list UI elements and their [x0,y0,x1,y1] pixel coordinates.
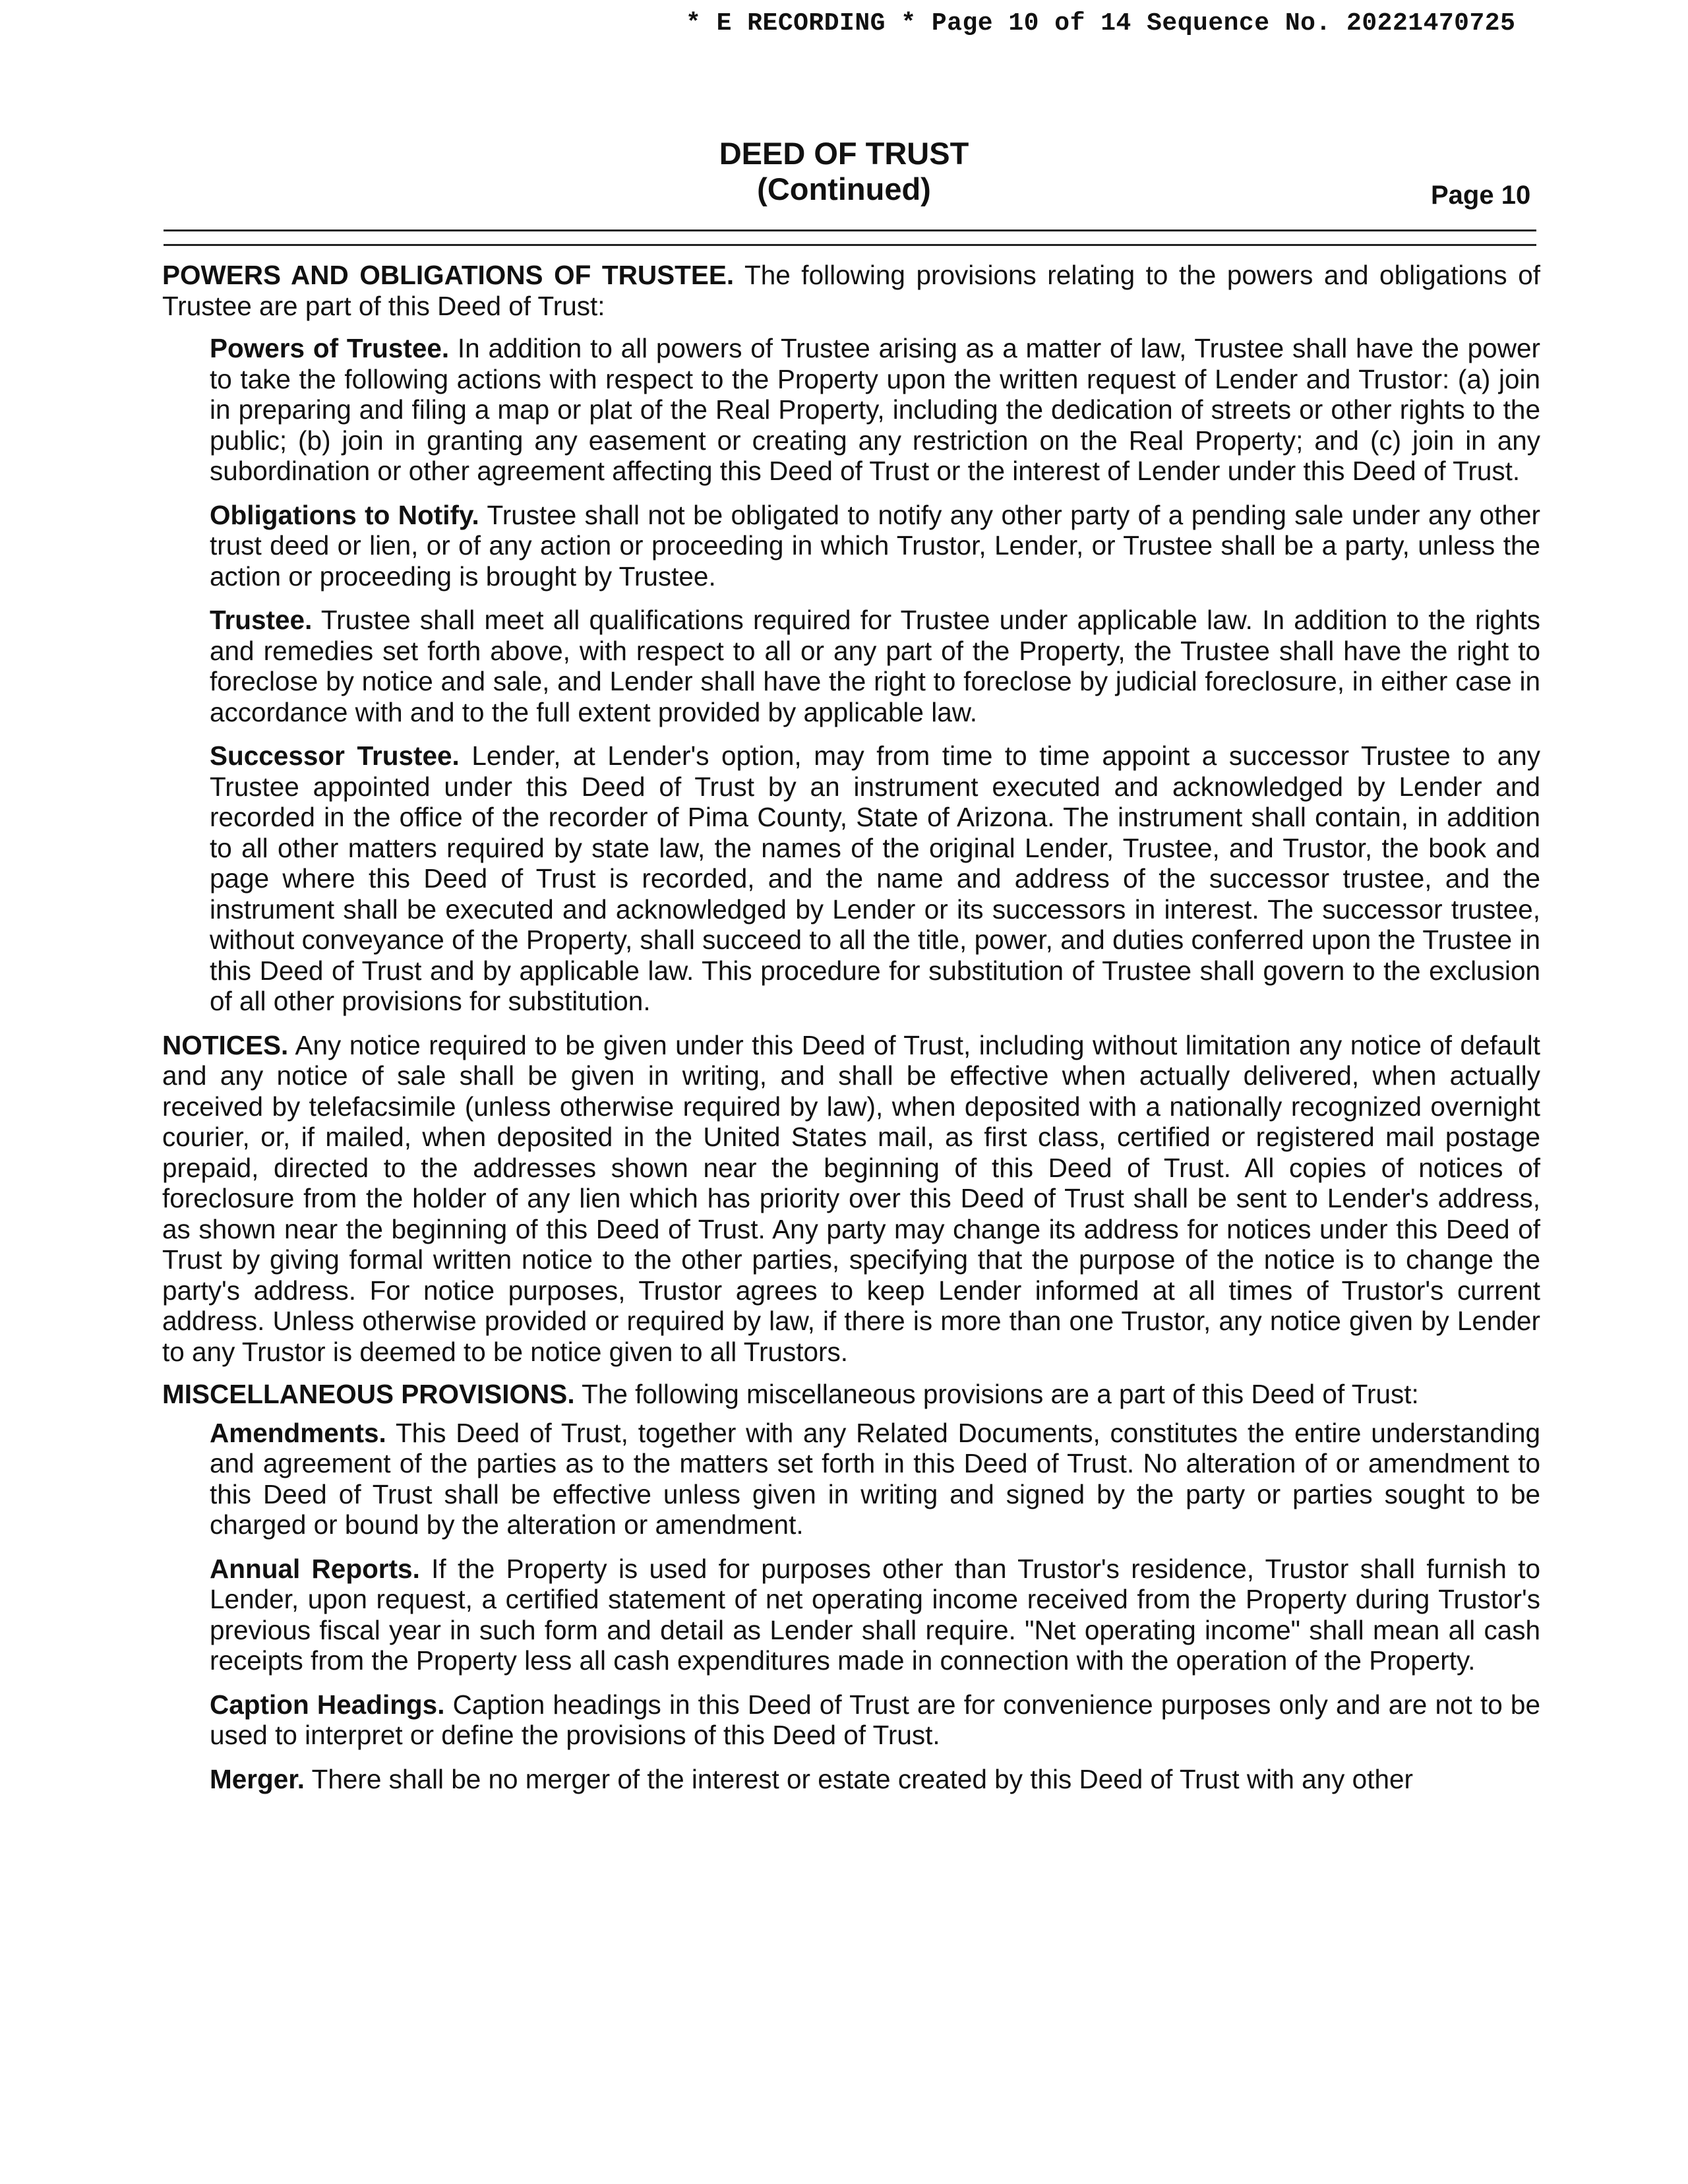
header-rule-bottom [164,244,1536,246]
header-rule-top [164,229,1536,231]
section-text: Any notice required to be given under this Deed of Trust, including without limitation any notice of default and any notice of sale shall be given in writing, and shall be effective when actually delivered, when actually received by telefacsimile (unless otherwise required by law), when deposited with a nationally recognized overnight courier, or, if mailed, when deposited in the United States mail, as first class, certified or registered mail postage prepaid, directed to the addresses shown near the beginning of this Deed of Trust. All copies of notices of foreclosure from the holder of any lien which has priority over this Deed of Trust shall be sent to Lender's address, as shown near the beginning of this Deed of Trust. Any party may change its address for notices under this Deed of Trust by giving formal written notice to the other parties, specifying that the purpose of the notice is to change the party's address. For notice purposes, Trustor agrees to keep Lender informed at all times of Trustor's current address. Unless otherwise provided or required by law, if there is more than one Trustor, any notice given by Lender to any Trustor is deemed to be notice given to all Trustors. [162,1029,1540,1367]
clause-merger [210,1764,1540,1795]
clause-title: Trustee. [210,605,313,635]
document-subtitle: (Continued) [757,171,931,206]
clause-successor-trustee [210,741,1540,1017]
clause-title: Merger. [210,1763,305,1794]
clause-text: Trustee shall meet all qualifications required for Trustee under applicable law. In addition to the rights and remedies set forth above, with respect to all or any part of the Property, the Trustee shall have the right to foreclose by notice and sale, and Lender shall have the right to foreclose by judicial foreclosure, in either case in accordance with and to the full extent provided by applicable law. [210,605,1540,727]
clause-caption-headings [210,1689,1540,1751]
clause-text: In addition to all powers of Trustee arising as a matter of law, Trustee shall have the power to take the following actions with respect to the Property upon the written request of Lender and Trustor: (a) join in preparing and filing a map or plat of the Real Property, including the dedication of streets or other rights to the public; (b) join in granting any easement or creating any restriction on the Real Property; and (c) join in any subordination or other agreement affecting this Deed of Trust or the interest of Lender under this Deed of Trust. [210,333,1540,486]
section-text: The following miscellaneous provisions are a part of this Deed of Trust: [582,1379,1419,1409]
section-text: The following provisions relating to the powers and obligations of Trustee are part of this Deed of Trust: [162,260,1540,321]
clause-trustee [210,605,1540,727]
page-number: Page 10 [1431,181,1531,210]
section-title: NOTICES. [162,1029,289,1060]
section-notices [162,1030,1540,1368]
clause-title: Annual Reports. [210,1553,420,1584]
clause-text: This Deed of Trust, together with any Related Documents, constitutes the entire understanding and agreement of the parties as to the matters set forth in this Deed of Trust. No alteration of or amendment to this Deed of Trust shall be effective unless given in writing and signed by the party or parties sought to be charged or bound by the alteration or amendment. [210,1417,1540,1540]
document-title: DEED OF TRUST [719,136,969,171]
clause-obligations-to-notify [210,500,1540,592]
clause-text: If the Property is used for purposes other than Trustor's residence, Trustor shall furnish to Lender, upon request, a certified statement of net operating income received from the Property during Trustor's previous fiscal year in such form and detail as Lender shall require. "Net operating income" shall mean all cash receipts from the Property less all cash expenditures made in connection with the operation of the Property. [210,1553,1540,1676]
clause-title: Powers of Trustee. [210,333,450,363]
clause-amendments [210,1418,1540,1540]
clause-text: Caption headings in this Deed of Trust are for convenience purposes only and are not to be used to interpret or define the provisions of this Deed of Trust. [210,1689,1540,1750]
recording-stamp: * E RECORDING * Page 10 of 14 Sequence No. 20221470725 [686,9,1516,38]
clause-title: Obligations to Notify. [210,499,479,530]
section-powers-obligations [162,260,1540,321]
clause-title: Amendments. [210,1417,386,1448]
clause-text: Lender, at Lender's option, may from time to time appoint a successor Trustee to any Trustee appointed under this Deed of Trust by an instrument executed and acknowledged by Lender and recorded in the office of the recorder of Pima County, State of Arizona. The instrument shall contain, in addition to all other matters required by state law, the names of the original Lender, Trustee, and Trustor, the book and page where this Deed of Trust is recorded, and the name and address of the successor trustee, and the instrument shall be executed and acknowledged by Lender or its successors in interest. The successor trustee, without conveyance of the Property, shall succeed to all the title, power, and duties conferred upon the Trustee in this Deed of Trust and by applicable law. This procedure for substitution of Trustee shall govern to the exclusion of all other provisions for substitution. [210,741,1540,1016]
clause-title: Successor Trustee. [210,741,460,771]
clause-annual-reports [210,1554,1540,1676]
clause-title: Caption Headings. [210,1689,445,1720]
section-miscellaneous [162,1379,1540,1410]
document-body [162,260,1540,1807]
clause-text: Trustee shall not be obligated to notify any other party of a pending sale under any other trust deed or lien, or of any action or proceeding in which Trustor, Lender, or Trustee shall be a party, unless the action or proceeding is brought by Trustee. [210,499,1540,592]
section-title: POWERS AND OBLIGATIONS OF TRUSTEE. [162,260,735,290]
clause-powers-of-trustee [210,333,1540,487]
clause-text: There shall be no merger of the interest or estate created by this Deed of Trust with any other [311,1763,1413,1794]
section-title: MISCELLANEOUS PROVISIONS. [162,1379,575,1409]
